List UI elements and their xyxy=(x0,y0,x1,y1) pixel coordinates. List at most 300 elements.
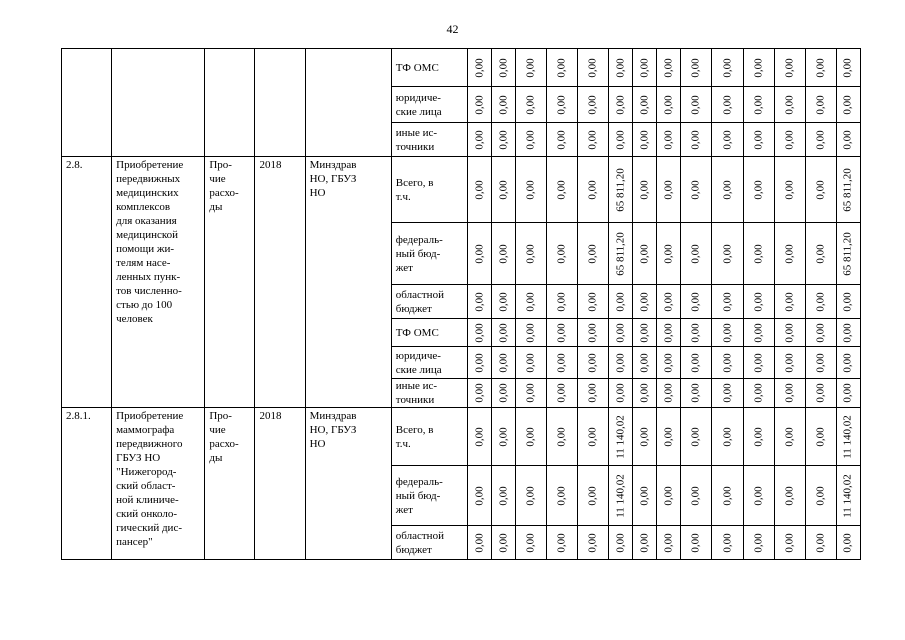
value-text: 0,00 xyxy=(524,129,537,150)
value-text: 0,00 xyxy=(497,352,510,373)
value-text: 0,00 xyxy=(689,243,702,264)
value-cell xyxy=(467,87,491,123)
value-text: 0,00 xyxy=(841,383,854,403)
value-text: 0,00 xyxy=(473,322,485,343)
value-cell xyxy=(467,347,491,379)
value-text: 0,00 xyxy=(555,426,568,447)
value-text: 0,00 xyxy=(497,426,510,447)
value-cell xyxy=(578,319,609,347)
value-cell xyxy=(547,319,578,347)
value-text: 0,00 xyxy=(473,532,485,553)
value-text: 0,00 xyxy=(638,485,651,506)
value-cell xyxy=(743,49,774,87)
value-cell xyxy=(492,157,516,223)
value-text: 0,00 xyxy=(473,243,485,264)
value-text: 0,00 xyxy=(814,352,827,373)
funding-source: федераль- ный бюд- жет xyxy=(391,223,467,285)
value-cell xyxy=(805,49,836,87)
value-text: 0,00 xyxy=(473,291,485,312)
value-cell xyxy=(805,466,836,526)
value-text: 0,00 xyxy=(614,383,627,403)
value-text: 0,00 xyxy=(638,291,651,312)
value-cell xyxy=(467,123,491,157)
value-text: 0,00 xyxy=(497,57,510,78)
value-text: 0,00 xyxy=(752,129,765,150)
value-cell xyxy=(578,347,609,379)
value-text: 0,00 xyxy=(841,94,854,115)
funding-source: областной бюджет xyxy=(391,285,467,319)
value-text: 0,00 xyxy=(555,243,568,264)
value-cell xyxy=(516,319,547,347)
value-text: 0,00 xyxy=(497,291,510,312)
value-cell xyxy=(681,319,712,347)
value-text: 0,00 xyxy=(689,129,702,150)
value-cell xyxy=(836,223,860,285)
value-text: 0,00 xyxy=(752,291,765,312)
value-cell xyxy=(743,157,774,223)
value-cell xyxy=(657,123,681,157)
value-cell xyxy=(547,49,578,87)
value-text: 0,00 xyxy=(662,57,675,78)
value-cell xyxy=(467,49,491,87)
value-text: 0,00 xyxy=(586,179,599,200)
value-text: 0,00 xyxy=(638,383,651,403)
funding-source: иные ис- точники xyxy=(391,123,467,157)
value-cell xyxy=(516,408,547,466)
value-text: 0,00 xyxy=(689,352,702,373)
value-cell xyxy=(492,87,516,123)
funding-source: Всего, в т.ч. xyxy=(391,408,467,466)
value-text: 11 140,02 xyxy=(841,473,854,518)
value-cell xyxy=(547,87,578,123)
value-cell xyxy=(681,87,712,123)
funding-source: юридиче- ские лица xyxy=(391,87,467,123)
value-text: 65 811,20 xyxy=(614,167,627,212)
value-text: 0,00 xyxy=(662,94,675,115)
value-cell xyxy=(492,466,516,526)
item-name: Приобретение передвижных медицинских комплексов для оказания медицинской помощи жи- телям насе- ленных пунк- тов численно- стью до 100 человек xyxy=(112,157,205,408)
value-text: 0,00 xyxy=(662,383,675,403)
value-text: 0,00 xyxy=(555,383,568,403)
value-cell xyxy=(681,157,712,223)
value-cell xyxy=(774,223,805,285)
value-cell xyxy=(547,379,578,408)
value-cell xyxy=(578,466,609,526)
value-text: 0,00 xyxy=(721,532,733,553)
value-text: 0,00 xyxy=(473,383,485,403)
value-text: 0,00 xyxy=(841,532,854,553)
value-text: 0,00 xyxy=(497,322,510,343)
value-text: 0,00 xyxy=(586,426,599,447)
value-text: 0,00 xyxy=(473,485,485,506)
value-text: 0,00 xyxy=(614,57,627,78)
value-cell xyxy=(516,466,547,526)
value-text: 0,00 xyxy=(586,243,599,264)
value-cell xyxy=(578,223,609,285)
value-cell xyxy=(836,408,860,466)
value-text: 0,00 xyxy=(555,322,568,343)
value-cell xyxy=(492,526,516,560)
value-cell xyxy=(681,408,712,466)
value-text: 0,00 xyxy=(662,352,675,373)
value-text: 0,00 xyxy=(814,322,827,343)
value-text: 0,00 xyxy=(586,485,599,506)
value-text: 0,00 xyxy=(497,532,510,553)
value-cell xyxy=(657,408,681,466)
value-cell xyxy=(633,123,657,157)
item-year: 2018 xyxy=(255,157,305,408)
value-text: 0,00 xyxy=(555,57,568,78)
value-cell xyxy=(609,49,633,87)
value-text: 0,00 xyxy=(814,94,827,115)
value-text: 0,00 xyxy=(524,57,537,78)
value-cell xyxy=(578,123,609,157)
value-text: 0,00 xyxy=(662,485,675,506)
value-cell xyxy=(578,157,609,223)
value-text: 0,00 xyxy=(721,322,733,343)
value-text: 0,00 xyxy=(614,532,627,553)
value-text: 0,00 xyxy=(814,179,827,200)
value-text: 0,00 xyxy=(752,485,765,506)
value-text: 0,00 xyxy=(783,129,796,150)
value-cell xyxy=(467,526,491,560)
value-text: 0,00 xyxy=(721,179,733,200)
value-cell xyxy=(609,123,633,157)
value-cell xyxy=(743,123,774,157)
value-cell xyxy=(712,347,743,379)
value-text: 0,00 xyxy=(721,383,733,403)
value-cell xyxy=(633,319,657,347)
value-text: 0,00 xyxy=(814,129,827,150)
value-text: 0,00 xyxy=(662,291,675,312)
value-text: 0,00 xyxy=(721,426,733,447)
value-text: 0,00 xyxy=(662,243,675,264)
value-text: 0,00 xyxy=(614,291,627,312)
value-text: 0,00 xyxy=(638,129,651,150)
value-text: 0,00 xyxy=(555,532,568,553)
value-text: 0,00 xyxy=(752,383,765,403)
value-cell xyxy=(516,223,547,285)
value-cell xyxy=(467,408,491,466)
value-cell xyxy=(516,123,547,157)
item-executor: Минздрав НО, ГБУЗ НО xyxy=(305,408,391,560)
value-text: 0,00 xyxy=(841,57,854,78)
value-cell xyxy=(657,379,681,408)
value-text: 0,00 xyxy=(662,322,675,343)
value-text: 0,00 xyxy=(752,94,765,115)
budget-table xyxy=(61,48,861,560)
value-text: 0,00 xyxy=(721,94,733,115)
value-text: 0,00 xyxy=(524,426,537,447)
value-text: 0,00 xyxy=(497,129,510,150)
value-text: 0,00 xyxy=(814,426,827,447)
value-cell xyxy=(836,285,860,319)
value-text: 11 140,02 xyxy=(614,473,627,518)
value-text: 0,00 xyxy=(638,532,651,553)
value-text: 0,00 xyxy=(638,94,651,115)
value-cell xyxy=(743,285,774,319)
value-cell xyxy=(743,87,774,123)
value-cell xyxy=(712,526,743,560)
value-text: 0,00 xyxy=(689,291,702,312)
funding-source: федераль- ный бюд- жет xyxy=(391,466,467,526)
value-text: 0,00 xyxy=(473,94,485,115)
value-cell xyxy=(578,379,609,408)
value-cell xyxy=(681,49,712,87)
value-cell xyxy=(492,223,516,285)
value-cell xyxy=(633,347,657,379)
value-text: 0,00 xyxy=(555,179,568,200)
value-cell xyxy=(657,526,681,560)
value-text: 0,00 xyxy=(689,94,702,115)
value-text: 0,00 xyxy=(614,94,627,115)
value-text: 0,00 xyxy=(497,485,510,506)
value-cell xyxy=(492,285,516,319)
value-cell xyxy=(492,123,516,157)
value-text: 0,00 xyxy=(783,179,796,200)
value-text: 0,00 xyxy=(524,485,537,506)
value-cell xyxy=(681,347,712,379)
value-cell xyxy=(712,123,743,157)
value-cell xyxy=(657,87,681,123)
value-cell xyxy=(609,526,633,560)
value-cell xyxy=(609,466,633,526)
item-year: 2018 xyxy=(255,408,305,560)
value-cell xyxy=(516,285,547,319)
item-number: 2.8.1. xyxy=(62,408,112,560)
value-cell xyxy=(743,408,774,466)
value-text: 0,00 xyxy=(586,322,599,343)
value-cell xyxy=(681,466,712,526)
value-text: 0,00 xyxy=(473,352,485,373)
value-cell xyxy=(547,466,578,526)
value-text: 0,00 xyxy=(586,383,599,403)
value-text: 0,00 xyxy=(721,57,733,78)
value-cell xyxy=(712,87,743,123)
value-cell xyxy=(681,223,712,285)
value-cell xyxy=(657,466,681,526)
value-cell xyxy=(492,408,516,466)
value-text: 0,00 xyxy=(662,179,675,200)
item-name: Приобретение маммографа передвижного ГБУЗ НО "Нижегород- ский област- ной клиниче- ский онколо- гический дис- пансер" xyxy=(112,408,205,560)
value-text: 0,00 xyxy=(721,129,733,150)
value-cell xyxy=(657,223,681,285)
value-text: 0,00 xyxy=(524,243,537,264)
value-text: 0,00 xyxy=(524,179,537,200)
value-cell xyxy=(547,285,578,319)
value-cell xyxy=(516,87,547,123)
funding-source: иные ис- точники xyxy=(391,379,467,408)
value-text: 65 811,20 xyxy=(614,231,627,276)
funding-source: Всего, в т.ч. xyxy=(391,157,467,223)
value-cell xyxy=(633,49,657,87)
value-text: 0,00 xyxy=(638,322,651,343)
value-text: 0,00 xyxy=(841,129,854,150)
value-text: 0,00 xyxy=(814,243,827,264)
value-cell xyxy=(633,223,657,285)
value-text: 0,00 xyxy=(783,532,796,553)
value-cell xyxy=(657,319,681,347)
value-cell xyxy=(805,285,836,319)
page-number: 42 xyxy=(446,22,459,36)
value-text: 11 140,02 xyxy=(614,414,627,459)
value-text: 0,00 xyxy=(586,94,599,115)
value-text: 0,00 xyxy=(524,322,537,343)
value-text: 0,00 xyxy=(721,352,733,373)
value-text: 0,00 xyxy=(752,57,765,78)
value-text: 0,00 xyxy=(638,426,651,447)
value-cell xyxy=(467,379,491,408)
item-number: 2.8. xyxy=(62,157,112,408)
value-cell xyxy=(516,347,547,379)
value-cell xyxy=(712,319,743,347)
value-text: 0,00 xyxy=(783,426,796,447)
value-text: 0,00 xyxy=(555,352,568,373)
funding-source: областной бюджет xyxy=(391,526,467,560)
value-text: 0,00 xyxy=(783,383,796,403)
value-text: 0,00 xyxy=(689,426,702,447)
value-cell xyxy=(743,526,774,560)
value-cell xyxy=(805,379,836,408)
value-text: 0,00 xyxy=(752,352,765,373)
value-cell xyxy=(609,408,633,466)
value-text: 0,00 xyxy=(752,179,765,200)
value-cell xyxy=(774,379,805,408)
value-text: 0,00 xyxy=(497,179,510,200)
value-cell xyxy=(633,285,657,319)
value-text: 0,00 xyxy=(524,94,537,115)
value-cell xyxy=(712,285,743,319)
item-executor: Минздрав НО, ГБУЗ НО xyxy=(305,157,391,408)
value-cell xyxy=(657,157,681,223)
value-cell xyxy=(774,347,805,379)
value-cell xyxy=(774,87,805,123)
value-cell xyxy=(774,49,805,87)
value-cell xyxy=(516,379,547,408)
value-cell xyxy=(712,379,743,408)
value-cell xyxy=(633,526,657,560)
value-text: 0,00 xyxy=(814,532,827,553)
value-cell xyxy=(609,223,633,285)
value-text: 0,00 xyxy=(783,57,796,78)
value-cell xyxy=(836,123,860,157)
value-text: 0,00 xyxy=(689,179,702,200)
value-text: 0,00 xyxy=(689,383,702,403)
value-cell xyxy=(805,347,836,379)
value-cell xyxy=(774,526,805,560)
value-text: 0,00 xyxy=(752,426,765,447)
table-row xyxy=(62,408,861,466)
value-cell xyxy=(836,379,860,408)
value-text: 0,00 xyxy=(524,383,537,403)
value-cell xyxy=(774,285,805,319)
value-cell xyxy=(492,49,516,87)
value-cell xyxy=(492,347,516,379)
value-text: 0,00 xyxy=(783,291,796,312)
value-text: 0,00 xyxy=(614,322,627,343)
value-cell xyxy=(681,285,712,319)
value-text: 0,00 xyxy=(638,179,651,200)
value-cell xyxy=(516,526,547,560)
value-text: 0,00 xyxy=(473,57,485,78)
value-cell xyxy=(547,223,578,285)
value-cell xyxy=(609,319,633,347)
value-text: 0,00 xyxy=(814,485,827,506)
value-text: 0,00 xyxy=(473,426,485,447)
value-cell xyxy=(633,157,657,223)
value-text: 0,00 xyxy=(783,485,796,506)
value-cell xyxy=(712,466,743,526)
value-text: 0,00 xyxy=(783,322,796,343)
value-text: 65 811,20 xyxy=(841,167,854,212)
value-text: 0,00 xyxy=(783,94,796,115)
value-cell xyxy=(657,285,681,319)
value-cell xyxy=(547,157,578,223)
value-text: 0,00 xyxy=(586,291,599,312)
value-text: 0,00 xyxy=(783,352,796,373)
value-text: 0,00 xyxy=(473,129,485,150)
cont-year-cell xyxy=(255,49,305,157)
value-text: 0,00 xyxy=(524,291,537,312)
value-cell xyxy=(609,347,633,379)
value-text: 0,00 xyxy=(841,352,854,373)
value-text: 0,00 xyxy=(497,94,510,115)
cost-type: Про- чие расхо- ды xyxy=(205,408,255,560)
value-text: 11 140,02 xyxy=(841,414,854,459)
value-text: 0,00 xyxy=(752,532,765,553)
value-cell xyxy=(681,526,712,560)
value-text: 0,00 xyxy=(473,179,485,200)
value-text: 0,00 xyxy=(586,129,599,150)
value-text: 0,00 xyxy=(638,243,651,264)
value-text: 0,00 xyxy=(689,322,702,343)
value-cell xyxy=(633,466,657,526)
value-cell xyxy=(681,123,712,157)
value-text: 0,00 xyxy=(555,129,568,150)
value-cell xyxy=(774,319,805,347)
cont-cost-cell xyxy=(205,49,255,157)
value-cell xyxy=(743,319,774,347)
value-text: 0,00 xyxy=(814,383,827,403)
value-cell xyxy=(836,87,860,123)
value-cell xyxy=(467,466,491,526)
value-text: 0,00 xyxy=(614,129,627,150)
value-text: 0,00 xyxy=(662,129,675,150)
value-text: 0,00 xyxy=(752,243,765,264)
value-cell xyxy=(578,87,609,123)
value-text: 0,00 xyxy=(524,352,537,373)
value-cell xyxy=(836,49,860,87)
value-cell xyxy=(516,49,547,87)
value-cell xyxy=(657,347,681,379)
cont-exec-cell xyxy=(305,49,391,157)
value-text: 0,00 xyxy=(497,383,510,403)
value-cell xyxy=(774,123,805,157)
value-text: 0,00 xyxy=(689,485,702,506)
table-row xyxy=(62,49,861,87)
value-cell xyxy=(805,157,836,223)
value-cell xyxy=(467,285,491,319)
value-cell xyxy=(805,223,836,285)
value-cell xyxy=(516,157,547,223)
value-cell xyxy=(836,347,860,379)
value-text: 65 811,20 xyxy=(841,231,854,276)
value-text: 0,00 xyxy=(638,352,651,373)
value-cell xyxy=(805,123,836,157)
value-cell xyxy=(774,157,805,223)
cost-type: Про- чие расхо- ды xyxy=(205,157,255,408)
value-text: 0,00 xyxy=(721,243,733,264)
